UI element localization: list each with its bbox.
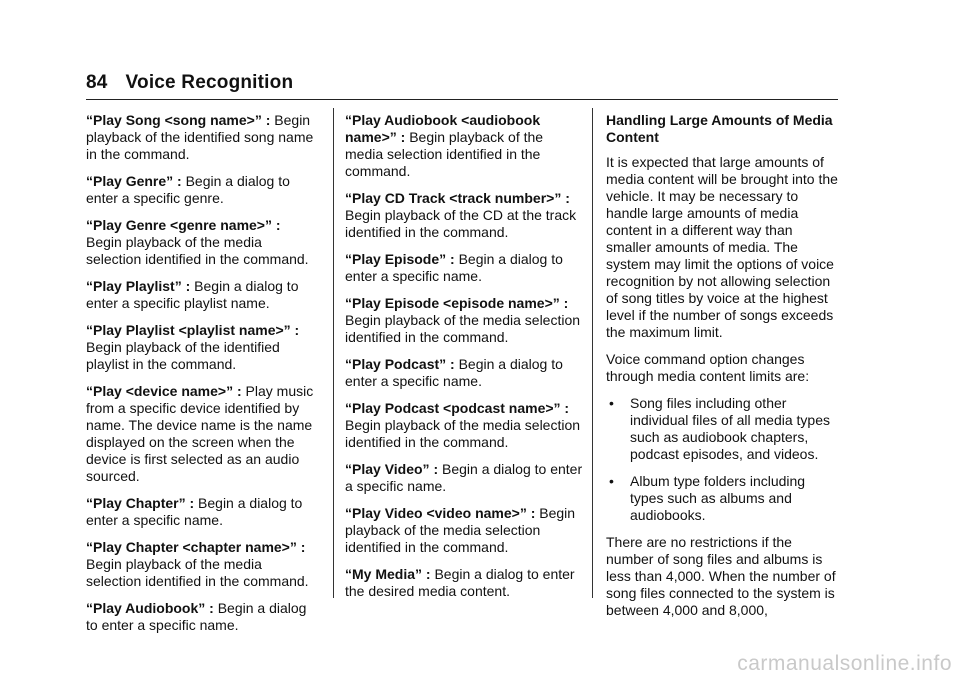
command-description: Begin playback of the media selection identified in the command. [86, 234, 309, 267]
paragraph: It is expected that large amounts of media content will be brought into the vehicle. It may be necessary to handle large amounts of media content in a different way than smaller amounts of media. The system may limit the options of voice recognition by not allowing selection of song titles by voice at the highest level if the number of songs exceeds the maximum limit. [606, 154, 838, 340]
command-entry [345, 251, 583, 285]
command-entry [345, 190, 583, 241]
command-name: “Play Genre” : [86, 173, 182, 189]
watermark: carmanualsonline.info [737, 652, 952, 675]
command-name: “Play Chapter” : [86, 495, 195, 511]
page-header [86, 72, 293, 94]
column-1 [86, 112, 320, 644]
column-2 [345, 112, 583, 610]
bullet-icon: • [609, 395, 614, 411]
command-description: Begin playback of the media selection identified in the command. [345, 129, 544, 179]
command-name: “Play CD Track <track number>” : [345, 190, 570, 206]
command-name: “Play Audiobook <audiobook name>” : [345, 112, 541, 145]
command-entry [345, 461, 583, 495]
command-entry [86, 278, 320, 312]
command-name: “Play Genre <genre name>” : [86, 217, 281, 233]
command-name: “Play Playlist” : [86, 278, 191, 294]
command-name: “Play Song <song name>” : [86, 112, 271, 128]
command-description: Begin playback of the media selection identified in the command. [345, 312, 581, 345]
command-entry [86, 383, 320, 485]
bullet-item [606, 473, 840, 524]
column-divider [592, 108, 593, 598]
page-number: 84 [86, 72, 108, 93]
paragraph: Voice command option changes through media content limits are: [606, 351, 810, 384]
command-name: “Play Podcast” : [345, 356, 455, 372]
bullet-icon: • [609, 473, 614, 489]
command-name: “Play Podcast <podcast name>” : [345, 400, 570, 416]
command-entry [86, 322, 320, 373]
command-entry [86, 217, 320, 268]
column-3 [606, 112, 840, 629]
command-entry [86, 539, 320, 590]
command-description: Play music from a specific device identified by name. The device name is the name displayed on the screen when the device is first selected as an audio sourced. [86, 383, 314, 484]
command-name: “Play Episode” : [345, 251, 455, 267]
command-description: Begin playback of the CD at the track identified in the command. [345, 207, 577, 240]
bullet-item [606, 395, 840, 463]
command-description: Begin a dialog to enter a specific name. [345, 461, 583, 494]
command-name: “Play Video <video name>” : [345, 505, 536, 521]
command-entry [345, 566, 583, 600]
section-title: Voice Recognition [125, 72, 294, 93]
command-entry [345, 400, 583, 451]
command-description: Begin a dialog to enter a specific name. [345, 356, 563, 389]
command-description: Begin a dialog to enter a specific playlist name. [86, 278, 299, 311]
command-description: Begin a dialog to enter a specific name. [86, 495, 303, 528]
command-description: Begin a dialog to enter a specific name. [345, 251, 563, 284]
command-description: Begin playback of the media selection identified in the command. [345, 417, 581, 450]
command-name: “Play Chapter <chapter name>” : [86, 539, 306, 555]
command-description: Begin playback of the identified playlist in the command. [86, 339, 280, 372]
command-name: “Play Playlist <playlist name>” : [86, 322, 300, 338]
column-divider [333, 108, 334, 598]
command-name: “Play <device name>” : [86, 383, 242, 399]
command-description: Begin a dialog to enter the desired media content. [345, 566, 575, 599]
command-description: Begin playback of the identified song name in the command. [86, 112, 314, 162]
command-name: “Play Video” : [345, 461, 439, 477]
command-name: “Play Audiobook” : [86, 600, 214, 616]
command-entry [345, 112, 583, 180]
command-description: Begin playback of the media selection identified in the command. [86, 556, 309, 589]
bullet-text: Song files including other individual files of all media types such as audiobook chapters, podcast episodes, and videos. [630, 395, 830, 462]
command-entry [86, 173, 320, 207]
command-name: “Play Episode <episode name>” : [345, 295, 569, 311]
command-entry [86, 112, 320, 163]
command-name: “My Media” : [345, 566, 431, 582]
paragraph: There are no restrictions if the number of song files and albums is less than 4,000. When the number of song files connected to the system is between 4,000 and 8,000, [606, 534, 836, 618]
header-rule [86, 99, 838, 100]
command-entry [86, 495, 320, 529]
command-entry [86, 600, 320, 634]
subsection-heading: Handling Large Amounts of Media Content [606, 112, 833, 145]
command-description: Begin a dialog to enter a specific name. [86, 600, 307, 633]
command-entry [345, 356, 583, 390]
command-entry [345, 505, 583, 556]
command-description: Begin playback of the media selection identified in the command. [345, 505, 576, 555]
command-description: Begin a dialog to enter a specific genre. [86, 173, 290, 206]
bullet-text: Album type folders including types such as albums and audiobooks. [630, 473, 806, 523]
command-entry [345, 295, 583, 346]
